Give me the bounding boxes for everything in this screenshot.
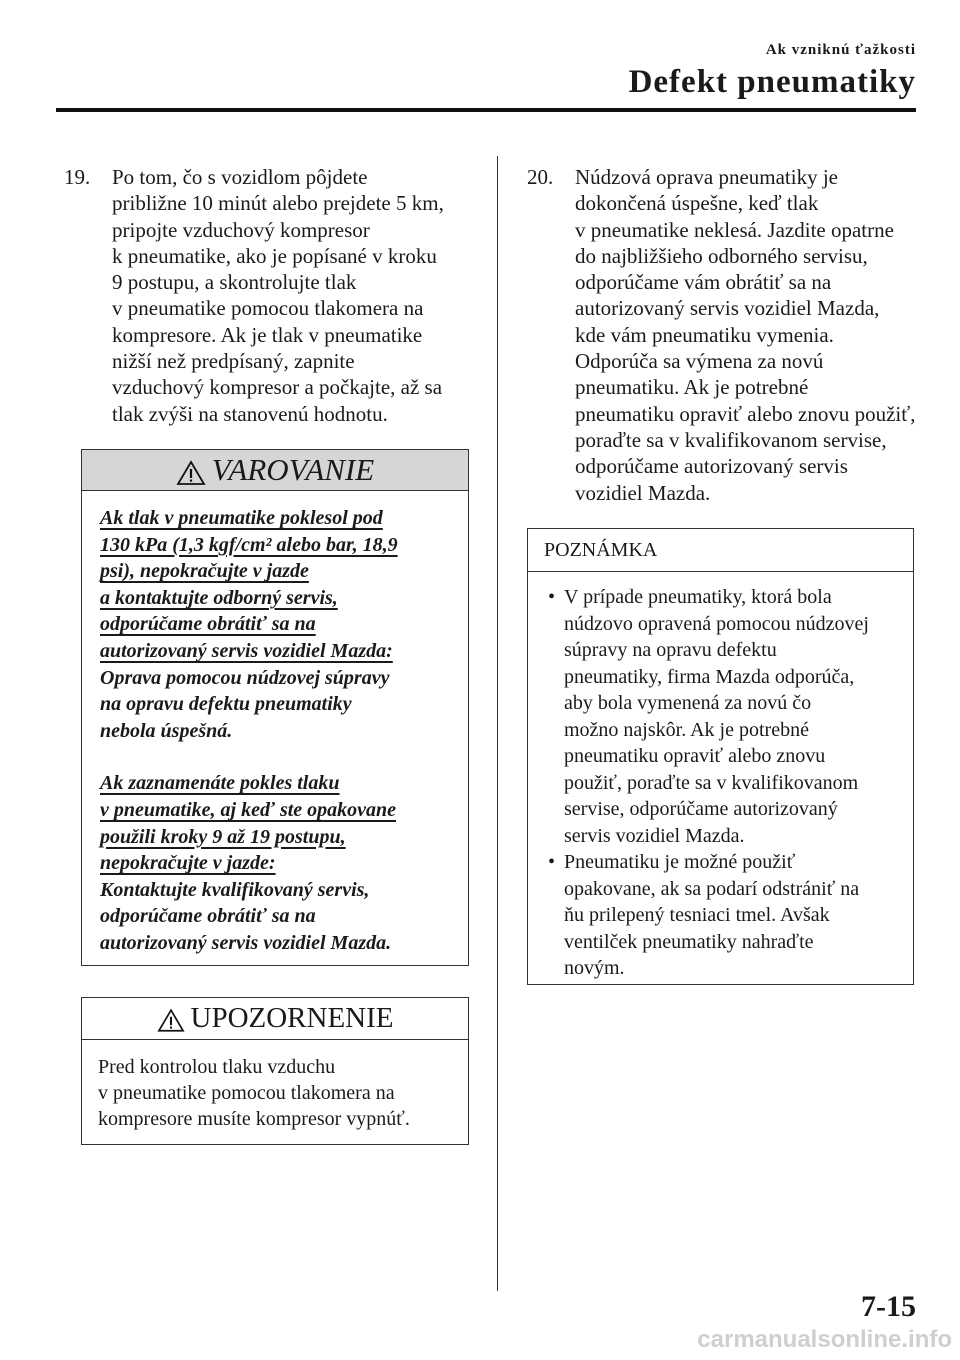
- warning-triangle-icon: [176, 460, 206, 486]
- step-19-line: približne 10 minút alebo prejdete 5 km,: [112, 191, 444, 216]
- caution-title: UPOZORNENIE: [190, 1002, 394, 1034]
- warning-box: [81, 449, 469, 966]
- page-title: Defekt pneumatiky: [628, 64, 916, 100]
- warning-triangle-icon: [157, 1008, 185, 1033]
- watermark: carmanualsonline.info: [697, 1326, 952, 1353]
- warning-title: VAROVANIE: [211, 452, 375, 487]
- note-line: novým.: [564, 957, 625, 979]
- step-20-number: 20.: [527, 165, 554, 189]
- step-20-line: autorizovaný servis vozidiel Mazda,: [575, 296, 880, 321]
- step-20-line: pneumatiku opraviť alebo znovu použiť,: [575, 401, 916, 426]
- warning-body: [82, 491, 468, 957]
- note-line: použiť, poraďte sa v kvalifikovanom: [564, 771, 859, 794]
- caution-line: Pred kontrolou tlaku vzduchu: [98, 1056, 336, 1078]
- step-19-line: pripojte vzduchový kompresor: [112, 217, 370, 242]
- warning-line: a kontaktujte odborný servis,: [100, 586, 338, 609]
- note-line: súpravy na opravu defektu: [564, 639, 777, 661]
- step-19-number: 19.: [64, 165, 91, 189]
- warning-line: nepokračujte v jazde:: [100, 852, 276, 875]
- step-20-line: dokončená úspešne, keď tlak: [575, 191, 819, 216]
- step-19-line: Po tom, čo s vozidlom pôjdete: [112, 165, 368, 189]
- warning-line: Oprava pomocou núdzovej súpravy: [100, 666, 390, 689]
- warning-line: použili kroky 9 až 19 postupu,: [100, 825, 346, 848]
- step-20-line: Núdzová oprava pneumatiky je: [575, 165, 838, 189]
- caution-line: v pneumatike pomocou tlakomera na: [98, 1082, 395, 1104]
- warning-line: autorizovaný servis vozidiel Mazda.: [100, 931, 392, 954]
- note-line: Pneumatiku je možné použiť: [564, 851, 796, 873]
- note-line: núdzovo opravená pomocou núdzovej: [564, 612, 869, 635]
- note-box: [527, 528, 914, 985]
- step-19-line: kompresore. Ak je tlak v pneumatike: [112, 322, 423, 347]
- step-19-line: v pneumatike pomocou tlakomera na: [112, 296, 424, 321]
- header-section: Ak vzniknú ťažkosti: [765, 42, 916, 58]
- step-20-line: v pneumatike neklesá. Jazdite opatrne: [575, 217, 894, 242]
- step-20-line: odporúčame vám obrátiť sa na: [575, 270, 832, 295]
- note-line: pneumatiku opraviť alebo znovu: [564, 745, 826, 767]
- step-20-line: odporúčame autorizovaný servis: [575, 454, 848, 479]
- step-20-line: kde vám pneumatiku vymenia.: [575, 322, 834, 347]
- warning-line: autorizovaný servis vozidiel Mazda:: [100, 639, 393, 662]
- step-20-line: pneumatiku. Ak je potrebné: [575, 375, 809, 400]
- caution-line: kompresore musíte kompresor vypnúť.: [98, 1108, 410, 1130]
- page-number: 7-15: [861, 1290, 916, 1323]
- warning-line: psi), nepokračujte v jazde: [100, 560, 309, 583]
- note-bullet: [544, 849, 903, 982]
- column-divider: [497, 156, 498, 1291]
- warning-line: Ak tlak v pneumatike poklesol pod: [100, 507, 383, 529]
- step-20: [527, 164, 927, 506]
- step-19: [64, 164, 484, 427]
- note-line: aby bola vymenená za novú čo: [564, 692, 812, 714]
- note-header: POZNÁMKA: [528, 529, 913, 572]
- caution-box: [81, 997, 469, 1145]
- warning-line: 130 kPa (1,3 kgf/cm² alebo bar, 18,9: [100, 533, 398, 556]
- header-rule: [56, 108, 916, 112]
- bullet-dot-icon: •: [548, 586, 556, 608]
- caution-body: [82, 1040, 468, 1132]
- step-20-line: poraďte sa v kvalifikovanom servise,: [575, 427, 887, 452]
- warning-line: odporúčame obrátiť sa na: [100, 613, 316, 636]
- warning-line: Ak zaznamenáte pokles tlaku: [100, 772, 340, 795]
- caution-header: [82, 998, 468, 1040]
- bullet-dot-icon: •: [548, 851, 556, 873]
- step-20-line: do najbližšieho odborného servisu,: [575, 243, 868, 268]
- note-line: pneumatiky, firma Mazda odporúča,: [564, 665, 855, 688]
- warning-line: nebola úspešná.: [100, 719, 233, 742]
- step-19-line: 9 postupu, a skontrolujte tlak: [112, 270, 357, 295]
- step-20-line: vozidiel Mazda.: [575, 480, 711, 505]
- warning-line: odporúčame obrátiť sa na: [100, 905, 316, 928]
- step-19-line: tlak zvýši na stanovenú hodnotu.: [112, 401, 388, 426]
- note-bullet: [544, 584, 903, 849]
- note-line: opakovane, ak sa podarí odstrániť na: [564, 877, 860, 900]
- note-line: servise, odporúčame autorizovaný: [564, 798, 838, 820]
- note-line: ventilček pneumatiky nahraďte: [564, 930, 814, 953]
- note-line: ňu prilepený tesniaci tmel. Avšak: [564, 904, 830, 926]
- warning-line: Kontaktujte kvalifikovaný servis,: [100, 878, 370, 901]
- note-body: [528, 572, 913, 982]
- warning-line: na opravu defektu pneumatiky: [100, 693, 352, 716]
- step-19-line: vzduchový kompresor a počkajte, až sa: [112, 375, 443, 400]
- note-line: servis vozidiel Mazda.: [564, 824, 745, 847]
- warning-header: [82, 450, 468, 491]
- warning-line: v pneumatike, aj keď ste opakovane: [100, 798, 397, 821]
- note-line: možno najskôr. Ak je potrebné: [564, 718, 809, 741]
- note-line: V prípade pneumatiky, ktorá bola: [564, 586, 832, 608]
- step-19-line: nižší než predpísaný, zapnite: [112, 349, 355, 374]
- step-20-line: Odporúča sa výmena za novú: [575, 349, 824, 374]
- step-19-line: k pneumatike, ako je popísané v kroku: [112, 243, 437, 268]
